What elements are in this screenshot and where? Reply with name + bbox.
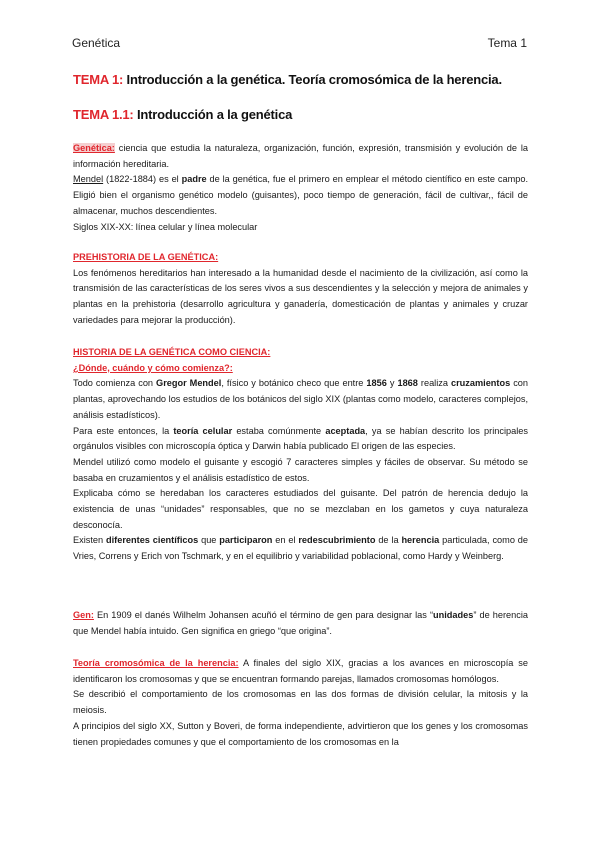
genetica-definition: Genética: ciencia que estudia la naturaleza, organización, función, expresión, transmisión y evolución de la información hereditaria. (73, 143, 528, 169)
title-text: Introducción a la genética. Teoría cromosómica de la herencia. (123, 72, 502, 87)
historia-block (73, 345, 528, 565)
historia-heading: HISTORIA DE LA GENÉTICA COMO CIENCIA: (73, 347, 271, 357)
genetica-term: Genética: (73, 143, 115, 153)
gen-paragraph: Gen: En 1909 el danés Wilhelm Johansen acuñó el término de gen para designar las “unidades” de herencia que Mendel había intuido. Gen significa en griego “que origina”. (73, 610, 528, 636)
subtitle-label: TEMA 1.1: (73, 107, 134, 122)
siglos-line: Siglos XIX-XX: línea celular y línea molecular (73, 221, 258, 232)
teoria-term: Teoría cromosómica de la herencia: (73, 658, 239, 668)
teoria-paragraph-2: Se describió el comportamiento de los cromosomas en las dos formas de división celular, la mitosis y la meiosis. (73, 689, 528, 716)
teoria-paragraph-3: A principios del siglo XX, Sutton y Boveri, de forma independiente, advirtieron que los genes y los cromosomas tienen propiedades comunes y que el comportamiento de los cromosomas en la (73, 720, 528, 747)
page-title (73, 72, 502, 87)
mendel-paragraph: Mendel (1822-1884) es el padre de la genética, fue el primero en emplear el método científico en este campo. Eligió bien el organismo genético modelo (guisantes), poco tiempo de generación, fácil de cultivar,, fácil de almacenar, muchos descendientes. (73, 174, 528, 216)
historia-paragraph-2: Para este entonces, la teoría celular estaba comúnmente aceptada, ya se habían descrito los principales orgánulos visibles con microscopía óptica y Darwin había publicado El origen de las especies. (73, 425, 528, 452)
section-title (73, 107, 292, 122)
historia-paragraph-4: Explicaba cómo se heredaban los caracteres estudiados del guisante. Del patrón de herencia dedujo la existencia de unas “unidades” responsables, que no se mezclaban en los gametos y cuya naturaleza desconocía. (73, 488, 528, 530)
subtitle-text: Introducción a la genética (133, 107, 293, 122)
title-label: TEMA 1: (73, 72, 124, 87)
prehistoria-text: Los fenómenos hereditarios han interesado a la humanidad desde el nacimiento de la civilización, así como la transmisión de las características de los seres vivos a sus descendientes y la selección y mejora de animales y plantas en la prehistoria (desarrollo agricultura y ganadería, domesticación de plantas y animales y cruzar variedades para mejorar la producción). (73, 267, 528, 325)
historia-paragraph-1: Todo comienza con Gregor Mendel, físico y botánico checo que entre 1856 y 1868 realiza cruzamientos con plantas, aprovechando los estudios de los botánicos del siglo XIX (plantas como modelo, caracteres complejos, análisis estadísticos). (73, 378, 529, 420)
historia-question: ¿Dónde, cuándo y cómo comienza?: (73, 362, 233, 373)
teoria-paragraph-1: Teoría cromosómica de la herencia: A finales del siglo XIX, gracias a los avances en microscopía se identificaron los cromosomas y que se encuentran formando parejas, llamados cromosomas homólogos. (73, 658, 529, 684)
page-header-right: Tema 1 (487, 36, 527, 50)
gen-block (73, 608, 528, 639)
prehistoria-block (73, 250, 528, 329)
page-header-left: Genética (72, 36, 121, 50)
teoria-block (73, 656, 528, 750)
intro-block (73, 141, 528, 235)
historia-paragraph-5: Existen diferentes científicos que participaron en el redescubrimiento de la herencia particulada, como de Vries, Correns y Erich von Tschmark, y en el equilibrio y variabilidad poblacional, como Hardy y Weinberg. (73, 535, 529, 562)
historia-paragraph-3: Mendel utilizó como modelo el guisante y escogió 7 caracteres simples y fáciles de observar. Su método se basaba en cruzamientos y el análisis estadístico de estos. (73, 456, 528, 483)
prehistoria-heading: PREHISTORIA DE LA GENÉTICA: (73, 252, 219, 262)
gen-term: Gen: (73, 610, 94, 620)
